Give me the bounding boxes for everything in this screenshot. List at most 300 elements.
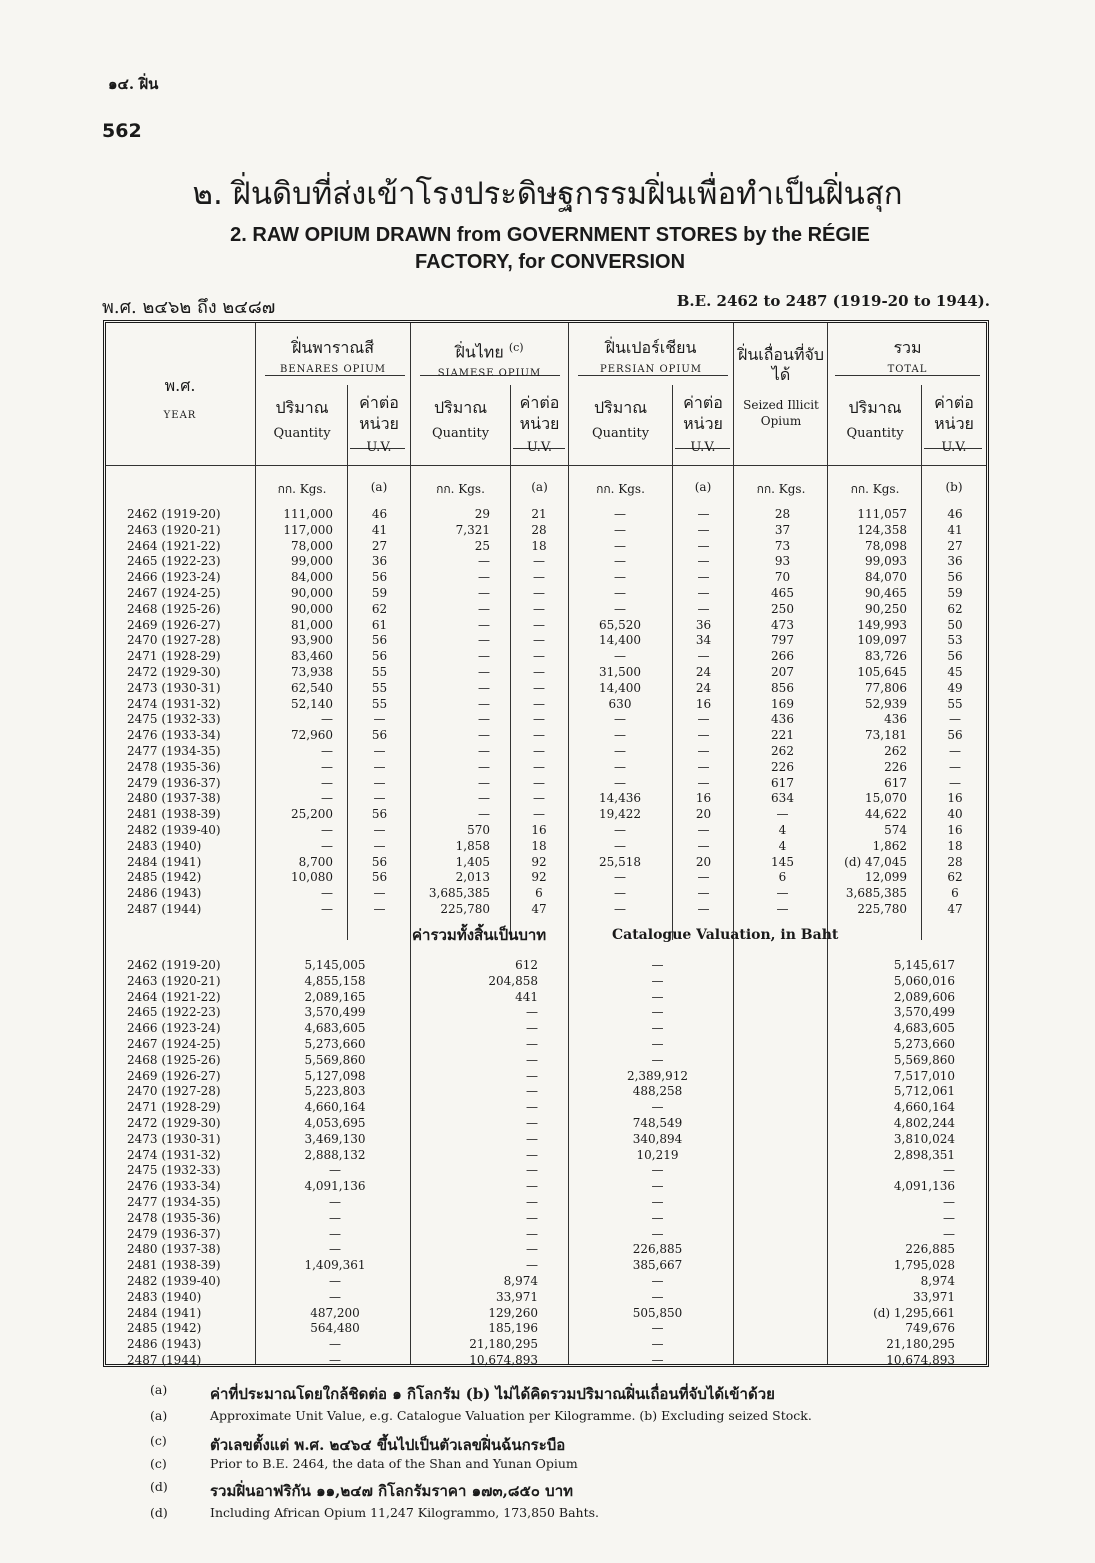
table-cell-persian-valuation: — bbox=[651, 1321, 664, 1336]
table-cell-seized-quantity: 73 bbox=[774, 538, 791, 553]
table-cell-benares-uv: 46 bbox=[371, 507, 388, 521]
table-cell-year: 2481 (1938-39) bbox=[127, 807, 221, 822]
table-cell-benares-quantity: 10,080 bbox=[291, 870, 333, 885]
table-cell-seized-quantity: 70 bbox=[774, 570, 791, 585]
table-cell-total-quantity: (d) 47,045 bbox=[844, 854, 907, 869]
table-cell-siamese-uv: 21 bbox=[531, 507, 547, 521]
table-cell-siamese-uv: — bbox=[533, 617, 545, 632]
footnote-mark: (a) bbox=[150, 1382, 168, 1397]
table-cell-persian-uv: — bbox=[697, 743, 710, 758]
table-cell-persian-valuation: 748,549 bbox=[632, 1115, 683, 1130]
valuation-benares-column bbox=[280, 958, 390, 1369]
table-cell-persian-quantity: 14,400 bbox=[599, 633, 641, 648]
table-cell-persian-quantity: — bbox=[614, 538, 626, 553]
table-cell-siamese-valuation: 612 bbox=[515, 958, 538, 972]
table-cell-siamese-uv: 92 bbox=[531, 854, 547, 869]
table-cell-total-quantity: 574 bbox=[884, 822, 907, 837]
table-cell-siamese-uv: — bbox=[533, 554, 545, 569]
table-cell-siamese-uv: 47 bbox=[531, 901, 547, 916]
table-cell-year: 2482 (1939-40) bbox=[127, 1273, 221, 1288]
table-cell-seized-quantity: 221 bbox=[771, 728, 794, 743]
table-cell-persian-valuation: 2,389,912 bbox=[626, 1068, 689, 1083]
table-cell-year: 2479 (1936-37) bbox=[127, 775, 221, 790]
table-cell-benares-uv: — bbox=[373, 838, 386, 853]
valuation-title-thai: ค่ารวมทั้งสิ้นเป็นบาท bbox=[412, 926, 547, 944]
table-cell-year: 2473 (1930-31) bbox=[127, 680, 221, 695]
table-cell-siamese-uv: — bbox=[533, 633, 545, 648]
table-cell-persian-valuation: — bbox=[651, 1194, 664, 1209]
table-cell-year: 2472 (1929-30) bbox=[127, 1115, 221, 1130]
header-siamese-note: (c) bbox=[508, 341, 524, 354]
table-cell-siamese-valuation: — bbox=[526, 1068, 538, 1083]
table-cell-persian-valuation: — bbox=[651, 1226, 664, 1241]
table-cell-siamese-uv: 16 bbox=[531, 822, 547, 837]
table-cell-benares-uv: — bbox=[373, 759, 386, 774]
subheader-total-quantity bbox=[830, 400, 920, 442]
table-cell-benares-quantity: 83,460 bbox=[291, 649, 333, 664]
table-cell-total-uv: 50 bbox=[947, 617, 963, 632]
table-cell-seized-quantity: — bbox=[776, 807, 789, 822]
table-cell-benares-valuation: 2,089,165 bbox=[304, 989, 366, 1004]
table-cell-total-uv: 47 bbox=[947, 901, 963, 916]
header-siamese-thai: ฝิ่นไทย bbox=[455, 342, 504, 362]
table-cell-benares-quantity: — bbox=[321, 712, 333, 727]
table-cell-benares-uv: — bbox=[373, 822, 386, 837]
table-cell-persian-uv: — bbox=[697, 601, 710, 616]
table-cell-persian-quantity: — bbox=[614, 901, 626, 916]
page-number: 562 bbox=[102, 120, 142, 142]
footnote-mark: (d) bbox=[150, 1505, 168, 1520]
subheader-total-uv bbox=[923, 392, 985, 456]
table-cell-year: 2477 (1934-35) bbox=[127, 1194, 221, 1209]
table-cell-siamese-quantity: — bbox=[478, 775, 490, 790]
table-cell-siamese-quantity: — bbox=[478, 759, 490, 774]
table-cell-total-quantity: 262 bbox=[884, 743, 907, 758]
table-cell-total-quantity: 124,358 bbox=[857, 522, 907, 537]
table-cell-seized-quantity: — bbox=[776, 886, 789, 901]
table-cell-persian-uv: 16 bbox=[695, 696, 712, 711]
table-cell-persian-quantity: 31,500 bbox=[599, 664, 641, 679]
table-cell-benares-quantity: 62,540 bbox=[291, 680, 333, 695]
table-cell-siamese-valuation: — bbox=[526, 1226, 538, 1241]
table-cell-seized-quantity: 617 bbox=[771, 775, 794, 790]
uv-english: U.V. bbox=[526, 440, 553, 455]
table-cell-total-valuation: — bbox=[943, 1210, 955, 1225]
unit-kgs: กก. Kgs. bbox=[756, 482, 806, 496]
table-cell-year: 2486 (1943) bbox=[127, 1337, 202, 1352]
table-cell-benares-quantity: 78,000 bbox=[291, 538, 333, 553]
table-cell-persian-quantity: — bbox=[614, 759, 626, 774]
table-cell-benares-quantity: 93,900 bbox=[291, 633, 333, 648]
table-cell-benares-valuation: 3,469,130 bbox=[304, 1131, 366, 1146]
table-cell-persian-quantity: — bbox=[614, 870, 626, 885]
quantity-total-column bbox=[832, 507, 907, 918]
header-year-thai: พ.ศ. bbox=[164, 376, 196, 395]
table-cell-siamese-uv: 18 bbox=[531, 538, 547, 553]
header-year-english: YEAR bbox=[163, 410, 197, 421]
table-cell-persian-quantity: — bbox=[614, 649, 626, 664]
header-seized-english: Seized Illicit Opium bbox=[743, 398, 819, 428]
table-cell-year: 2463 (1920-21) bbox=[127, 973, 221, 988]
table-cell-benares-valuation: 4,091,136 bbox=[304, 1179, 366, 1194]
header-total bbox=[830, 340, 985, 378]
table-cell-seized-quantity: 37 bbox=[774, 522, 791, 537]
table-cell-total-uv: 56 bbox=[947, 649, 963, 664]
uv-thai: ค่าต่อหน่วย bbox=[519, 393, 560, 433]
table-cell-total-valuation: 10,674,893 bbox=[886, 1352, 955, 1367]
table-cell-persian-uv: 16 bbox=[695, 791, 712, 806]
table-cell-benares-valuation: — bbox=[329, 1226, 341, 1241]
table-cell-year: 2481 (1938-39) bbox=[127, 1258, 221, 1273]
table-cell-siamese-uv: — bbox=[533, 680, 545, 695]
table-cell-persian-uv: — bbox=[697, 522, 710, 537]
table-cell-siamese-valuation: 10,674,893 bbox=[469, 1352, 538, 1367]
table-cell-year: 2472 (1929-30) bbox=[127, 664, 221, 679]
table-cell-year: 2469 (1926-27) bbox=[127, 617, 221, 632]
table-cell-seized-quantity: 145 bbox=[771, 854, 794, 869]
uv-english: U.V. bbox=[690, 440, 716, 455]
table-cell-total-quantity: 15,070 bbox=[865, 791, 907, 806]
table-cell-persian-quantity: — bbox=[614, 743, 626, 758]
table-cell-total-uv: 56 bbox=[947, 728, 963, 743]
unit-kgs: กก. Kgs. bbox=[596, 482, 645, 496]
table-cell-persian-quantity: 65,520 bbox=[599, 617, 641, 632]
table-cell-persian-valuation: — bbox=[651, 958, 664, 972]
column-divider bbox=[568, 323, 569, 1364]
table-cell-total-valuation: 2,898,351 bbox=[893, 1147, 955, 1162]
table-cell-benares-quantity: 73,938 bbox=[291, 664, 333, 679]
table-cell-siamese-quantity: — bbox=[478, 570, 490, 585]
table-cell-total-quantity: 12,099 bbox=[865, 870, 907, 885]
table-cell-total-valuation: 33,971 bbox=[913, 1289, 955, 1304]
table-cell-total-uv: 49 bbox=[947, 680, 963, 695]
table-cell-persian-valuation: — bbox=[651, 1052, 664, 1067]
table-cell-siamese-quantity: 2,013 bbox=[455, 870, 490, 885]
table-cell-persian-quantity: — bbox=[614, 554, 626, 569]
footnote-mark: (c) bbox=[150, 1456, 167, 1471]
table-cell-total-quantity: 149,993 bbox=[857, 617, 907, 632]
table-cell-persian-uv: — bbox=[697, 570, 710, 585]
table-cell-total-uv: — bbox=[949, 775, 961, 790]
table-cell-year: 2478 (1935-36) bbox=[127, 1210, 221, 1225]
table-cell-siamese-valuation: 204,858 bbox=[488, 973, 538, 988]
table-cell-benares-quantity: 90,000 bbox=[291, 601, 333, 616]
table-cell-total-uv: 59 bbox=[947, 585, 963, 600]
table-cell-persian-uv: — bbox=[697, 585, 710, 600]
table-cell-persian-valuation: — bbox=[651, 1210, 664, 1225]
table-cell-persian-valuation: — bbox=[651, 1352, 664, 1367]
table-cell-siamese-valuation: — bbox=[526, 1194, 538, 1209]
subheader-persian-quantity bbox=[570, 400, 671, 442]
table-cell-persian-uv: — bbox=[697, 822, 710, 837]
table-cell-persian-valuation: — bbox=[651, 1005, 664, 1020]
table-cell-persian-uv: — bbox=[697, 554, 710, 569]
footnote-text: ตัวเลขตั้งแต่ พ.ศ. ๒๔๖๔ ขึ้นไปเป็นตัวเลขฝิ่นฉ้นกระบือ bbox=[210, 1436, 566, 1454]
unit-kgs: กก. Kgs. bbox=[436, 482, 485, 496]
table-cell-siamese-valuation: — bbox=[526, 1084, 538, 1099]
table-cell-benares-quantity: — bbox=[321, 743, 333, 758]
table-cell-siamese-valuation: — bbox=[526, 1258, 538, 1273]
title-english-line2: FACTORY, for CONVERSION bbox=[414, 251, 686, 273]
table-cell-total-quantity: 226 bbox=[884, 759, 907, 774]
table-cell-benares-valuation: 5,223,803 bbox=[304, 1084, 366, 1099]
header-persian bbox=[570, 340, 732, 378]
table-cell-year: 2484 (1941) bbox=[127, 854, 202, 869]
table-cell-persian-valuation: — bbox=[651, 1163, 664, 1178]
unit-b: (b) bbox=[945, 480, 963, 494]
qty-english: Quantity bbox=[591, 426, 650, 441]
table-cell-siamese-uv: 92 bbox=[531, 870, 547, 885]
table-cell-benares-uv: 55 bbox=[371, 680, 388, 695]
table-cell-persian-quantity: — bbox=[614, 601, 626, 616]
table-cell-siamese-uv: — bbox=[533, 791, 545, 806]
table-cell-year: 2471 (1928-29) bbox=[127, 649, 221, 664]
table-cell-siamese-quantity: — bbox=[478, 696, 490, 711]
table-cell-total-uv: — bbox=[949, 712, 961, 727]
uv-thai: ค่าต่อหน่วย bbox=[359, 393, 399, 433]
uv-benares-column bbox=[352, 507, 407, 918]
table-cell-persian-quantity: — bbox=[614, 522, 626, 537]
title-english bbox=[150, 222, 950, 276]
table-cell-total-valuation: 1,795,028 bbox=[893, 1258, 955, 1273]
table-cell-siamese-valuation: — bbox=[526, 1036, 538, 1051]
qty-thai: ปริมาณ bbox=[433, 398, 488, 417]
table-cell-year: 2474 (1931-32) bbox=[127, 1147, 221, 1162]
table-cell-total-quantity: 3,685,385 bbox=[845, 886, 907, 901]
qty-english: Quantity bbox=[273, 426, 331, 441]
table-cell-total-valuation: 226,885 bbox=[905, 1242, 955, 1257]
quantity-siamese-column bbox=[412, 507, 490, 918]
table-cell-persian-valuation: 488,258 bbox=[632, 1084, 683, 1099]
table-cell-siamese-quantity: 3,685,385 bbox=[428, 886, 490, 901]
table-cell-persian-uv: — bbox=[697, 712, 710, 727]
table-cell-siamese-uv: — bbox=[533, 759, 545, 774]
table-cell-benares-uv: 56 bbox=[371, 570, 388, 585]
table-cell-siamese-valuation: — bbox=[526, 1179, 538, 1194]
footnote-text: Prior to B.E. 2464, the data of the Shan and Yunan Opium bbox=[210, 1456, 578, 1471]
table-cell-persian-valuation: — bbox=[651, 973, 664, 988]
table-cell-persian-quantity: 14,436 bbox=[599, 791, 641, 806]
table-cell-siamese-quantity: 1,858 bbox=[455, 838, 490, 853]
uv-thai: ค่าต่อหน่วย bbox=[934, 393, 974, 433]
year-range-english: B.E. 2462 to 2487 (1919-20 to 1944). bbox=[676, 292, 990, 310]
table-cell-year: 2468 (1925-26) bbox=[127, 1052, 221, 1067]
table-cell-siamese-quantity: — bbox=[478, 791, 490, 806]
table-cell-total-quantity: 84,070 bbox=[865, 570, 907, 585]
table-cell-siamese-quantity: — bbox=[478, 649, 490, 664]
title-english-line1: 2. RAW OPIUM DRAWN from GOVERNMENT STORES by the RÉGIE bbox=[230, 224, 870, 246]
table-cell-total-valuation: 8,974 bbox=[920, 1273, 955, 1288]
table-cell-year: 2483 (1940) bbox=[127, 1289, 202, 1304]
table-cell-persian-uv: — bbox=[697, 538, 710, 553]
table-cell-siamese-valuation: 129,260 bbox=[488, 1305, 538, 1320]
table-cell-year: 2467 (1924-25) bbox=[127, 585, 221, 600]
table-cell-seized-quantity: 169 bbox=[771, 696, 794, 711]
unit-a: (a) bbox=[694, 480, 712, 494]
footnote-text: Approximate Unit Value, e.g. Catalogue Valuation per Kilogramme. (b) Excluding seized Stock. bbox=[210, 1408, 812, 1423]
header-siamese bbox=[412, 340, 567, 382]
table-cell-seized-quantity: 473 bbox=[771, 617, 794, 632]
table-cell-persian-valuation: 340,894 bbox=[632, 1131, 683, 1146]
table-cell-siamese-quantity: — bbox=[478, 554, 490, 569]
table-cell-siamese-valuation: 8,974 bbox=[503, 1273, 538, 1288]
column-divider bbox=[672, 385, 673, 940]
uv-siamese-column bbox=[513, 507, 565, 918]
footnote-mark: (c) bbox=[150, 1433, 167, 1448]
table-cell-benares-valuation: 5,273,660 bbox=[304, 1036, 366, 1051]
table-cell-year: 2469 (1926-27) bbox=[127, 1068, 221, 1083]
column-divider bbox=[827, 323, 828, 1364]
table-cell-siamese-uv: 6 bbox=[535, 886, 543, 901]
table-cell-seized-quantity: 4 bbox=[778, 838, 787, 853]
table-cell-benares-valuation: — bbox=[329, 1163, 341, 1178]
table-cell-year: 2470 (1927-28) bbox=[127, 1084, 221, 1099]
table-cell-year: 2475 (1932-33) bbox=[127, 712, 221, 727]
table-cell-benares-valuation: 5,145,005 bbox=[304, 958, 366, 972]
table-cell-siamese-valuation: 21,180,295 bbox=[469, 1337, 538, 1352]
table-cell-persian-uv: — bbox=[697, 507, 710, 521]
table-cell-benares-quantity: 25,200 bbox=[291, 807, 333, 822]
table-cell-persian-quantity: — bbox=[614, 585, 626, 600]
table-cell-benares-valuation: 5,127,098 bbox=[304, 1068, 366, 1083]
table-cell-seized-quantity: 28 bbox=[774, 507, 791, 521]
table-cell-siamese-uv: — bbox=[533, 743, 545, 758]
table-cell-seized-quantity: 207 bbox=[771, 664, 794, 679]
table-cell-siamese-valuation: — bbox=[526, 1115, 538, 1130]
table-cell-total-valuation: 5,569,860 bbox=[893, 1052, 955, 1067]
table-cell-year: 2487 (1944) bbox=[127, 901, 202, 916]
column-divider bbox=[255, 323, 256, 1364]
header-total-thai: รวม bbox=[893, 338, 922, 357]
table-cell-seized-quantity: 465 bbox=[771, 585, 794, 600]
table-cell-year: 2483 (1940) bbox=[127, 838, 202, 853]
qty-thai: ปริมาณ bbox=[275, 398, 329, 417]
table-cell-benares-uv: 56 bbox=[371, 870, 388, 885]
table-cell-benares-uv: — bbox=[373, 791, 386, 806]
table-cell-seized-quantity: 262 bbox=[771, 743, 794, 758]
table-cell-persian-uv: 20 bbox=[695, 807, 712, 822]
table-cell-benares-uv: 56 bbox=[371, 728, 388, 743]
table-cell-persian-uv: — bbox=[697, 759, 710, 774]
header-benares bbox=[258, 340, 408, 378]
table-cell-total-valuation: (d) 1,295,661 bbox=[873, 1305, 955, 1320]
table-cell-total-quantity: 73,181 bbox=[865, 728, 907, 743]
table-cell-total-quantity: 83,726 bbox=[865, 649, 907, 664]
table-cell-benares-quantity: 99,000 bbox=[291, 554, 333, 569]
table-cell-year: 2482 (1939-40) bbox=[127, 822, 221, 837]
table-cell-siamese-quantity: — bbox=[478, 743, 490, 758]
table-cell-total-uv: 45 bbox=[947, 664, 963, 679]
table-cell-persian-uv: 20 bbox=[695, 854, 712, 869]
table-cell-year: 2477 (1934-35) bbox=[127, 743, 221, 758]
table-cell-siamese-valuation: — bbox=[526, 1131, 538, 1146]
table-cell-total-uv: 28 bbox=[947, 854, 963, 869]
table-cell-total-uv: 46 bbox=[947, 507, 963, 521]
table-cell-benares-uv: 41 bbox=[371, 522, 388, 537]
table-cell-benares-quantity: — bbox=[321, 901, 333, 916]
table-cell-benares-uv: 56 bbox=[371, 649, 388, 664]
table-cell-persian-valuation: — bbox=[651, 1100, 664, 1115]
table-cell-total-quantity: 111,057 bbox=[857, 507, 907, 521]
table-cell-siamese-valuation: — bbox=[526, 1021, 538, 1036]
table-cell-total-valuation: 4,091,136 bbox=[893, 1179, 955, 1194]
table-cell-total-valuation: — bbox=[943, 1194, 955, 1209]
table-cell-year: 2468 (1925-26) bbox=[127, 601, 221, 616]
table-cell-total-uv: 18 bbox=[947, 838, 963, 853]
table-cell-benares-quantity: — bbox=[321, 759, 333, 774]
table-cell-year: 2487 (1944) bbox=[127, 1352, 202, 1367]
table-cell-benares-uv: 55 bbox=[371, 696, 388, 711]
table-cell-year: 2475 (1932-33) bbox=[127, 1163, 221, 1178]
table-cell-siamese-quantity: 25 bbox=[474, 538, 490, 553]
table-cell-siamese-quantity: — bbox=[478, 617, 490, 632]
table-cell-siamese-valuation: — bbox=[526, 1242, 538, 1257]
table-cell-persian-valuation: — bbox=[651, 1036, 664, 1051]
table-cell-benares-quantity: 72,960 bbox=[291, 728, 333, 743]
table-cell-persian-quantity: — bbox=[614, 822, 626, 837]
table-cell-year: 2474 (1931-32) bbox=[127, 696, 221, 711]
table-cell-total-uv: 55 bbox=[947, 696, 963, 711]
table-cell-benares-valuation: 3,570,499 bbox=[304, 1005, 366, 1020]
table-cell-benares-valuation: — bbox=[329, 1289, 341, 1304]
table-cell-benares-uv: 55 bbox=[371, 664, 388, 679]
table-cell-persian-valuation: — bbox=[651, 1273, 664, 1288]
table-cell-total-valuation: 4,683,605 bbox=[893, 1021, 955, 1036]
table-cell-total-quantity: 436 bbox=[884, 712, 907, 727]
table-cell-total-valuation: 5,145,617 bbox=[893, 958, 955, 972]
table-cell-siamese-quantity: — bbox=[478, 728, 490, 743]
year-range-thai: พ.ศ. ๒๔๖๒ ถึง ๒๔๘๗ bbox=[102, 297, 276, 318]
table-cell-persian-valuation: — bbox=[651, 989, 664, 1004]
table-cell-seized-quantity: 226 bbox=[771, 759, 794, 774]
table-cell-siamese-uv: — bbox=[533, 585, 545, 600]
table-cell-benares-valuation: — bbox=[329, 1242, 341, 1257]
table-cell-year: 2464 (1921-22) bbox=[127, 989, 221, 1004]
table-cell-year: 2479 (1936-37) bbox=[127, 1226, 221, 1241]
table-cell-persian-uv: — bbox=[697, 649, 710, 664]
table-cell-total-uv: 41 bbox=[947, 522, 963, 537]
table-cell-benares-valuation: — bbox=[329, 1273, 341, 1288]
table-cell-benares-uv: — bbox=[373, 901, 386, 916]
table-cell-year: 2486 (1943) bbox=[127, 886, 202, 901]
qty-thai: ปริมาณ bbox=[593, 398, 648, 417]
table-cell-year: 2462 (1919-20) bbox=[127, 507, 221, 521]
table-cell-year: 2476 (1933-34) bbox=[127, 728, 221, 743]
table-cell-benares-quantity: 111,000 bbox=[283, 507, 333, 521]
quantity-seized-column bbox=[740, 507, 825, 918]
table-cell-year: 2470 (1927-28) bbox=[127, 633, 221, 648]
table-cell-year: 2485 (1942) bbox=[127, 1321, 202, 1336]
table-cell-benares-uv: 27 bbox=[371, 538, 388, 553]
header-siamese-english: SIAMESE OPIUM bbox=[437, 368, 542, 380]
table-cell-total-valuation: 4,802,244 bbox=[893, 1115, 955, 1130]
table-cell-total-quantity: 105,645 bbox=[857, 664, 907, 679]
table-cell-siamese-quantity: — bbox=[478, 601, 490, 616]
table-cell-persian-uv: — bbox=[697, 728, 710, 743]
page-header-tag: ๑๔. ฝิ่น bbox=[108, 75, 159, 93]
table-cell-persian-quantity: 25,518 bbox=[599, 854, 641, 869]
table-cell-year: 2466 (1923-24) bbox=[127, 1021, 221, 1036]
table-cell-total-uv: 16 bbox=[947, 822, 963, 837]
table-cell-siamese-quantity: — bbox=[478, 680, 490, 695]
table-cell-benares-uv: — bbox=[373, 743, 386, 758]
valuation-siamese-column bbox=[420, 958, 538, 1369]
table-cell-benares-quantity: 52,140 bbox=[291, 696, 333, 711]
table-cell-benares-quantity: 8,700 bbox=[298, 854, 333, 869]
table-cell-siamese-valuation: — bbox=[526, 1163, 538, 1178]
table-cell-siamese-quantity: 225,780 bbox=[440, 901, 490, 916]
table-cell-total-valuation: 3,810,024 bbox=[893, 1131, 955, 1146]
